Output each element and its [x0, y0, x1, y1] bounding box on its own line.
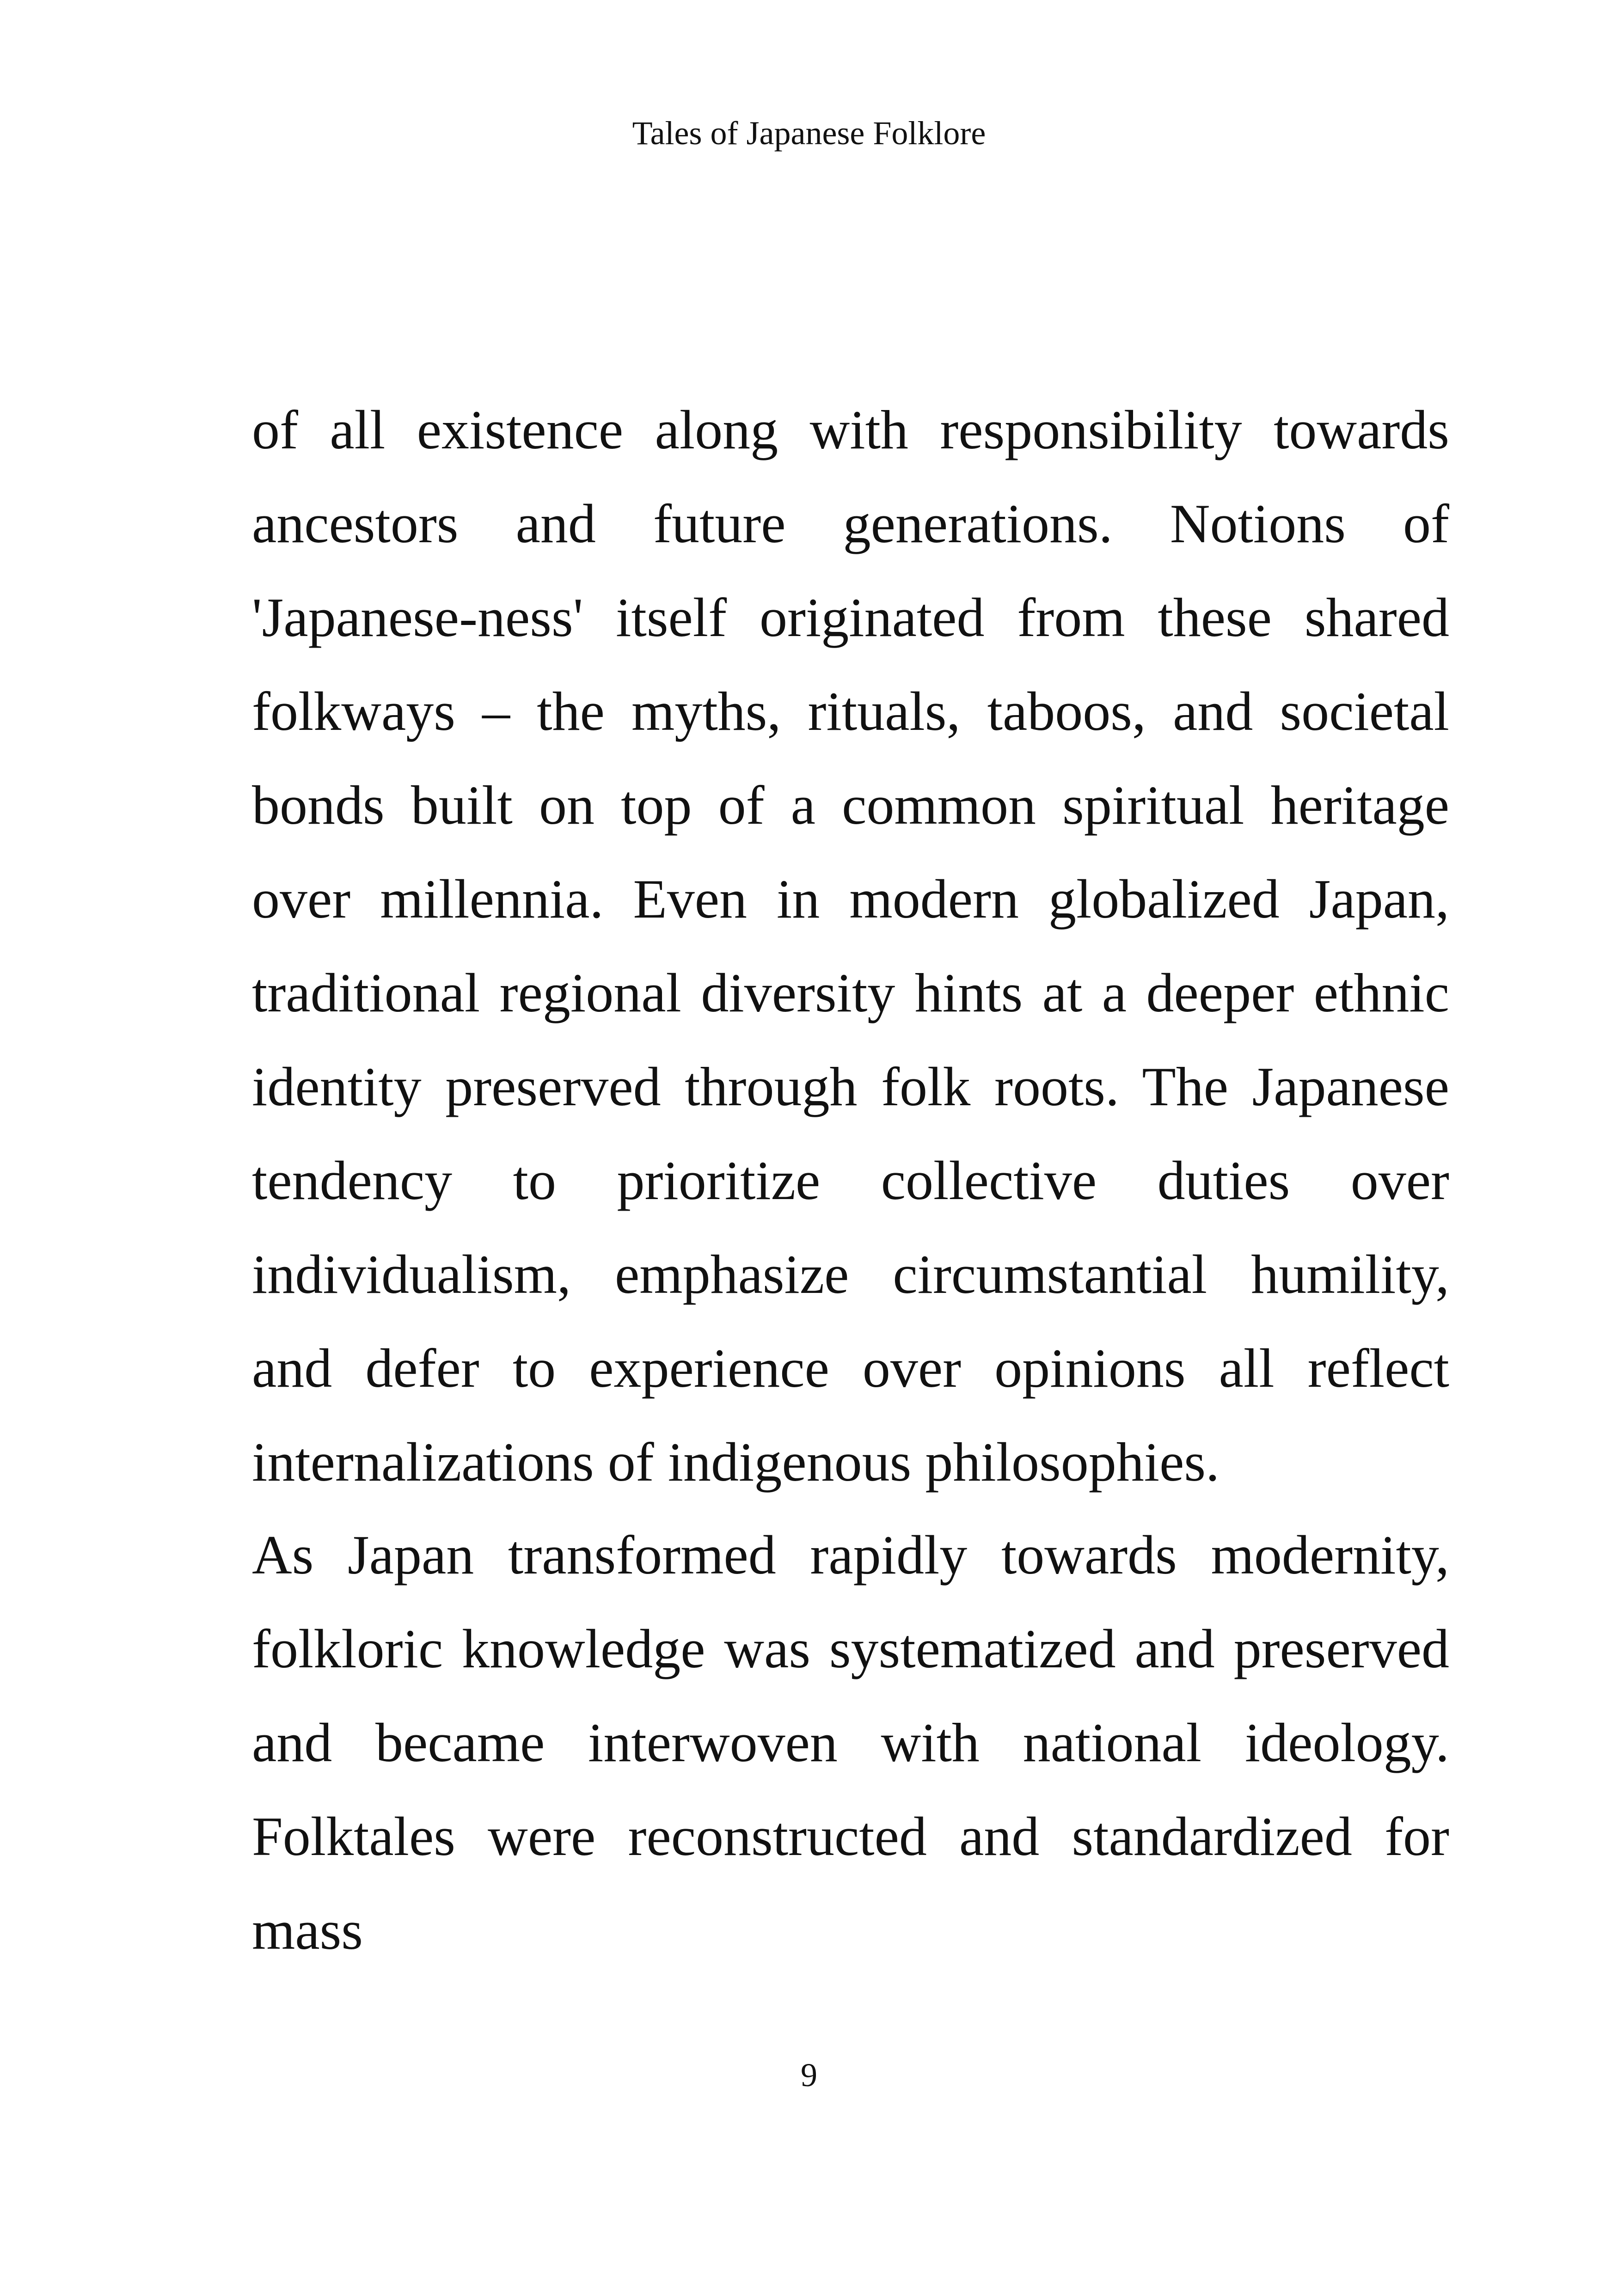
body-paragraph: of all existence along with responsibility towards ancestors and future generations. Notions of 'Japanese-ness' itself originated from these shared folkways – the myths, rituals, taboos, and societal bonds built on top of a common spiritual heritage over millennia. Even in modern globalized Japan, traditional regional diversity hints at a deeper ethnic identity preserved through folk roots. The Japanese tendency to prioritize collective duties over individualism, emphasize circumstantial humility, and defer to experience over opinions all reflect internalizations of indigenous philosophies. — [252, 399, 1449, 1493]
running-header: Tales of Japanese Folklore — [632, 115, 986, 152]
page-number: 9 — [801, 2057, 817, 2094]
body-paragraph: As Japan transformed rapidly towards modernity, folkloric knowledge was systematized and preserved and became interwoven with national ideology. Folktales were reconstructed and standardized for mass — [252, 1524, 1449, 1961]
